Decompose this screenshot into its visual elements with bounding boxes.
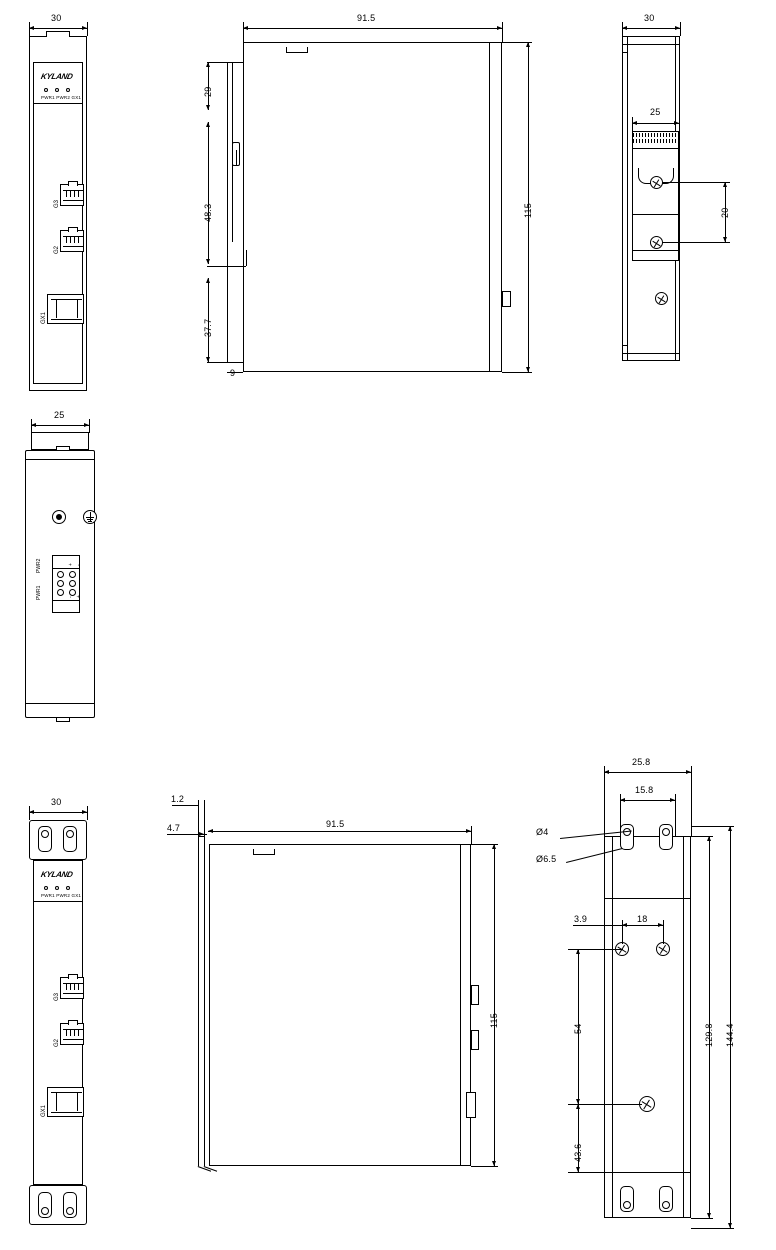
port-sfp [47,294,84,324]
ext-line [568,1172,608,1173]
hatching [633,139,678,143]
clip-foot [243,352,244,362]
body-line [25,703,95,704]
dim-line [620,800,675,801]
dim-line [632,123,679,124]
dim-width-30: 30 [51,13,62,23]
bracket-edge [198,836,204,837]
bracket-fold-line [604,898,691,899]
mount-slot [63,826,77,852]
dim-29: 29 [203,86,213,97]
terminal-label-pwr2: PWR2 [36,558,42,573]
dim-144-4: 144.4 [725,1023,735,1047]
clip-edge [243,62,244,72]
led-labels: PWR1 PWR2 GX1 [41,893,82,898]
dim-25-8: 25.8 [632,757,651,767]
terminal-pin [69,580,76,587]
ext-line [662,182,730,183]
port-label-gx1: GX1 [41,311,47,324]
dim-arrow [576,1104,580,1109]
side-port-tab [471,985,479,1005]
dim-line [604,772,691,773]
ext-line [207,362,229,363]
port-rj45 [60,1023,84,1045]
dim-line [208,122,209,264]
port-label-g3: G3 [54,992,60,1001]
port-rj45 [60,977,84,999]
ground-symbol-line [88,521,92,522]
mount-slot [63,1192,77,1218]
ext-line [207,266,233,267]
polarity-minus: - [76,564,82,566]
screw-icon [655,292,668,305]
dim-15-8: 15.8 [635,785,654,795]
ext-line [662,242,730,243]
device-outline [243,42,502,372]
dim-arrow [206,122,210,127]
inner-edge [622,44,680,45]
terminal-pin [57,571,64,578]
dim-line [622,925,663,926]
inner-edge [627,37,628,360]
terminal-pin [69,571,76,578]
top-notch [253,849,275,855]
dim-arrow [206,105,210,110]
inner-edge [622,353,680,354]
faceplate [33,62,83,384]
clip-step [232,266,246,267]
bracket-inner-edge [683,837,684,1217]
ext-line [29,806,30,820]
ext-line [632,117,633,131]
dim-line [31,425,89,426]
dim-25: 25 [650,107,661,117]
plate-line [632,250,679,251]
side-port-tab [471,1030,479,1050]
clip-step [246,250,247,266]
led-indicator [55,88,59,92]
dim-arrow [206,259,210,264]
bracket-outline [604,836,691,1218]
dim-arrow [576,1167,580,1172]
plate-line [632,214,679,215]
ext-line [663,920,664,944]
dim-115: 115 [523,203,533,218]
dim-width-30: 30 [644,13,655,23]
dim-1-2: 1.2 [171,794,185,804]
ground-screw-center [56,514,62,520]
corner-tick [622,52,628,53]
terminal-line [52,568,80,569]
ground-symbol-line [87,519,93,520]
top-notch [286,47,308,53]
device-outline [209,844,471,1166]
ext-line [680,22,681,36]
terminal-pin [57,580,64,587]
port-sfp [47,1087,84,1117]
ext-line [29,22,30,36]
ext-line [622,22,623,36]
dim-arrow [199,832,204,836]
dim-37-7: 37.7 [203,318,213,337]
port-rj45 [60,230,84,252]
ext-line [604,766,605,836]
terminal-pin [57,589,64,596]
brand-logo: KYLAND [40,870,74,879]
port-label-g2: G2 [54,1038,60,1047]
inner-edge [489,43,490,371]
dim-4-7: 4.7 [167,823,181,833]
dim-arrow [622,923,627,927]
dim-129-8: 129.8 [704,1023,714,1047]
dim-25: 25 [54,410,65,420]
ext-line [502,372,532,373]
led-indicator [55,886,59,890]
dim-dia-4: Ø4 [536,827,549,837]
inner-edge [460,845,461,1165]
dim-9: 9 [230,368,236,378]
top-notch [46,31,70,37]
dim-width-30: 30 [51,797,62,807]
terminal-line [52,600,80,601]
dim-arrow [576,949,580,954]
dim-line [208,831,471,832]
hatching [633,133,678,137]
bracket-edge [198,836,199,1166]
dim-3-9: 3.9 [574,914,588,924]
ext-line [679,117,680,131]
ground-symbol-line [86,517,94,518]
ext-line [691,836,713,837]
clip-edge [227,62,228,362]
dim-line [29,812,87,813]
keyhole-slot [659,1186,673,1212]
led-indicator [44,886,48,890]
dim-line [29,28,87,29]
side-port-tab [466,1092,476,1118]
led-indicator [66,886,70,890]
dim-91-5: 91.5 [326,819,345,829]
clip-hook-line [236,150,237,166]
dim-line [573,925,625,926]
ext-line [31,419,32,433]
body-line [25,459,95,460]
screw-icon [656,942,670,956]
dim-line [172,805,198,806]
top-tab [56,446,70,451]
mount-slot [38,1192,52,1218]
port-label-g2: G2 [54,245,60,254]
clip-edge [227,62,243,63]
dim-dia-6-5: Ø6.5 [536,854,557,864]
dim-line [622,28,680,29]
dim-91-5: 91.5 [357,13,376,23]
ext-line [675,794,676,836]
plate-line [632,148,679,149]
clip-foot [227,362,243,363]
ext-line [204,800,205,836]
bottom-tab [56,717,70,722]
port-label-gx1: GX1 [41,1104,47,1117]
ext-line [691,826,734,827]
brand-logo: KYLAND [40,72,74,81]
ext-line [691,1218,713,1219]
terminal-label-pwr1: PWR1 [36,585,42,600]
polarity-plus: + [68,563,74,566]
bracket-edge [204,836,205,1166]
ext-line [471,1166,498,1167]
mount-slot [38,826,52,852]
ext-line [471,844,498,845]
dim-20: 20 [720,207,730,218]
ext-line [89,419,90,433]
corner-tick [622,345,628,346]
keyhole-slot [659,824,673,850]
ext-line [87,806,88,820]
keyhole-slot [620,1186,634,1212]
ext-line [691,1228,734,1229]
dim-18: 18 [637,914,648,924]
ext-line [471,826,472,844]
polarity-minus-2: - [68,596,74,598]
dim-43-6: 43.6 [573,1143,583,1162]
side-tab [502,291,511,307]
dim-48-3: 48.3 [203,203,213,222]
ext-line [87,22,88,36]
port-label-g3: G3 [54,199,60,208]
dim-line [243,28,502,29]
dim-54: 54 [573,1023,583,1034]
dim-arrow [208,829,213,833]
dim-115: 115 [489,1013,499,1028]
terminal-pin [69,589,76,596]
port-rj45 [60,184,84,206]
ext-line [207,62,229,63]
dim-line [494,844,495,1166]
ext-line [502,22,503,42]
bracket-inner-edge [612,837,613,1217]
led-indicator [44,88,48,92]
led-labels: PWR1 PWR2 GX1 [41,95,82,100]
bracket-fold-line [604,1172,691,1173]
dim-arrow [723,237,727,242]
polarity-plus-2: + [76,595,82,598]
keyhole-slot [620,824,634,850]
dim-arrow [206,278,210,283]
led-indicator [66,88,70,92]
ext-line [502,42,532,43]
dim-arrow [723,182,727,187]
ext-line [243,22,244,42]
